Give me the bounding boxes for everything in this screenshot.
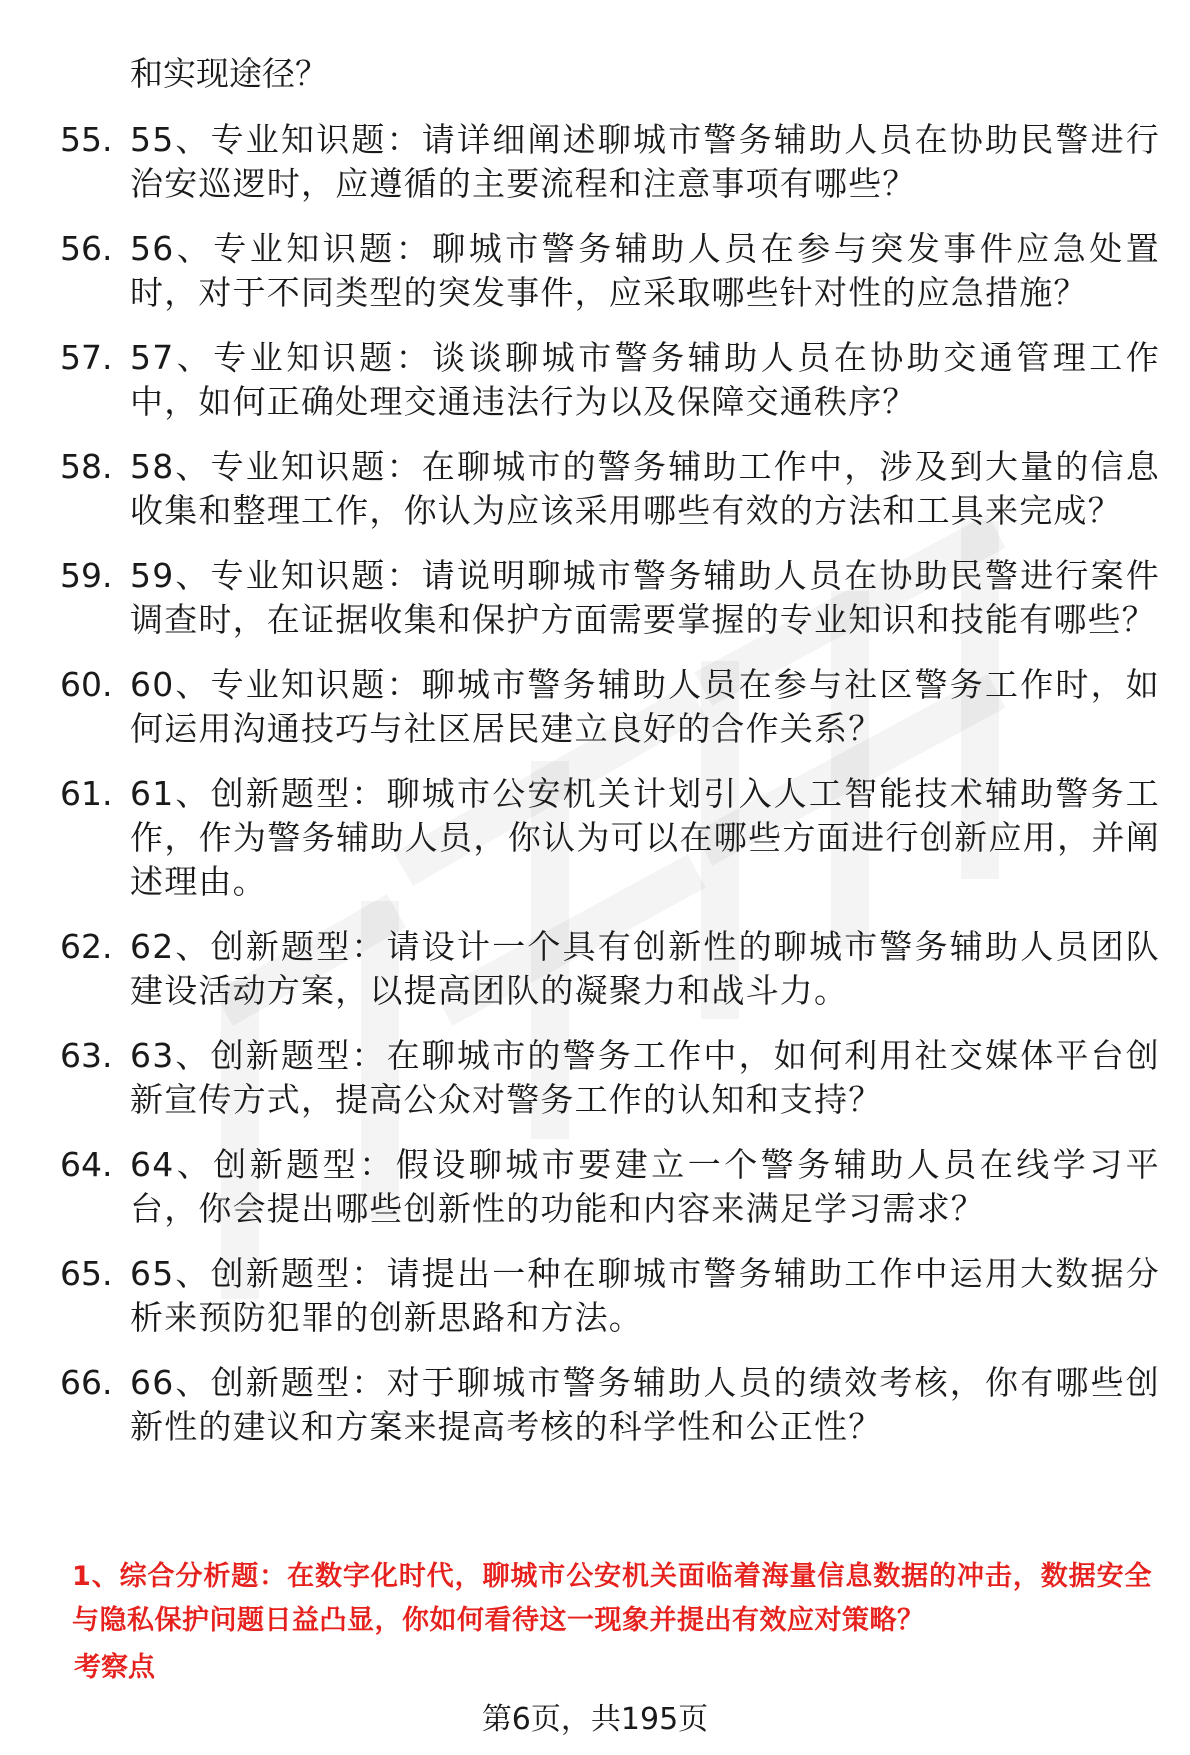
question-number: 58. (60, 447, 113, 486)
question-text: 65、创新题型：请提出一种在聊城市警务辅助工作中运用大数据分析来预防犯罪的创新思路和方法。 (130, 1254, 1160, 1337)
highlighted-question: 1、综合分析题：在数字化时代，聊城市公安机关面临着海量信息数据的冲击，数据安全与隐私保护问题日益凸显，你如何看待这一现象并提出有效应对策略？ (72, 1561, 1152, 1636)
question-number: 55. (60, 120, 113, 159)
list-item (0, 118, 1190, 206)
page-number: 第6页，共195页 (481, 1702, 709, 1737)
question-text: 62、创新题型：请设计一个具有创新性的聊城市警务辅助人员团队建设活动方案，以提高团队的凝聚力和战斗力。 (130, 927, 1160, 1010)
question-text: 58、专业知识题：在聊城市的警务辅助工作中，涉及到大量的信息收集和整理工作，你认为应该采用哪些有效的方法和工具来完成？ (130, 447, 1160, 530)
examination-points-heading: 考察点 (74, 1652, 155, 1683)
question-text: 63、创新题型：在聊城市的警务工作中，如何利用社交媒体平台创新宣传方式，提高公众对警务工作的认知和支持？ (130, 1036, 1160, 1119)
question-text: 56、专业知识题：聊城市警务辅助人员在参与突发事件应急处置时，对于不同类型的突发事件，应采取哪些针对性的应急措施？ (130, 229, 1160, 312)
question-text: 64、创新题型：假设聊城市要建立一个警务辅助人员在线学习平台，你会提出哪些创新性的功能和内容来满足学习需求？ (130, 1145, 1160, 1228)
question-text: 66、创新题型：对于聊城市警务辅助人员的绩效考核，你有哪些创新性的建议和方案来提高考核的科学性和公正性？ (130, 1363, 1160, 1446)
list-item (0, 227, 1190, 315)
question-text: 59、专业知识题：请说明聊城市警务辅助人员在协助民警进行案件调查时，在证据收集和保护方面需要掌握的专业知识和技能有哪些？ (130, 556, 1160, 639)
question-number: 62. (60, 927, 113, 966)
question-text: 61、创新题型：聊城市公安机关计划引入人工智能技术辅助警务工作，作为警务辅助人员，你认为可以在哪些方面进行创新应用，并阐述理由。 (130, 774, 1160, 901)
list-item (0, 1252, 1190, 1340)
question-number: 61. (60, 774, 113, 813)
question-list (0, 118, 1190, 1470)
question-number: 60. (60, 665, 113, 704)
question-number: 65. (60, 1254, 113, 1293)
question-number: 66. (60, 1363, 113, 1402)
question-text: 57、专业知识题：谈谈聊城市警务辅助人员在协助交通管理工作中，如何正确处理交通违法行为以及保障交通秩序？ (130, 338, 1160, 421)
list-item (0, 445, 1190, 533)
question-text: 60、专业知识题：聊城市警务辅助人员在参与社区警务工作时，如何运用沟通技巧与社区居民建立良好的合作关系？ (130, 665, 1160, 748)
list-item (0, 1361, 1190, 1449)
list-item (0, 925, 1190, 1013)
list-item (0, 336, 1190, 424)
question-text: 55、专业知识题：请详细阐述聊城市警务辅助人员在协助民警进行治安巡逻时，应遵循的主要流程和注意事项有哪些？ (130, 120, 1160, 203)
list-item (0, 663, 1190, 751)
question-number: 64. (60, 1145, 113, 1184)
question-number: 59. (60, 556, 113, 595)
question-number: 63. (60, 1036, 113, 1075)
list-item (0, 772, 1190, 904)
continued-question-text: 和实现途径？ (130, 54, 328, 93)
question-number: 56. (60, 229, 113, 268)
list-item (0, 554, 1190, 642)
list-item (0, 1143, 1190, 1231)
list-item (0, 1034, 1190, 1122)
question-number: 57. (60, 338, 113, 377)
